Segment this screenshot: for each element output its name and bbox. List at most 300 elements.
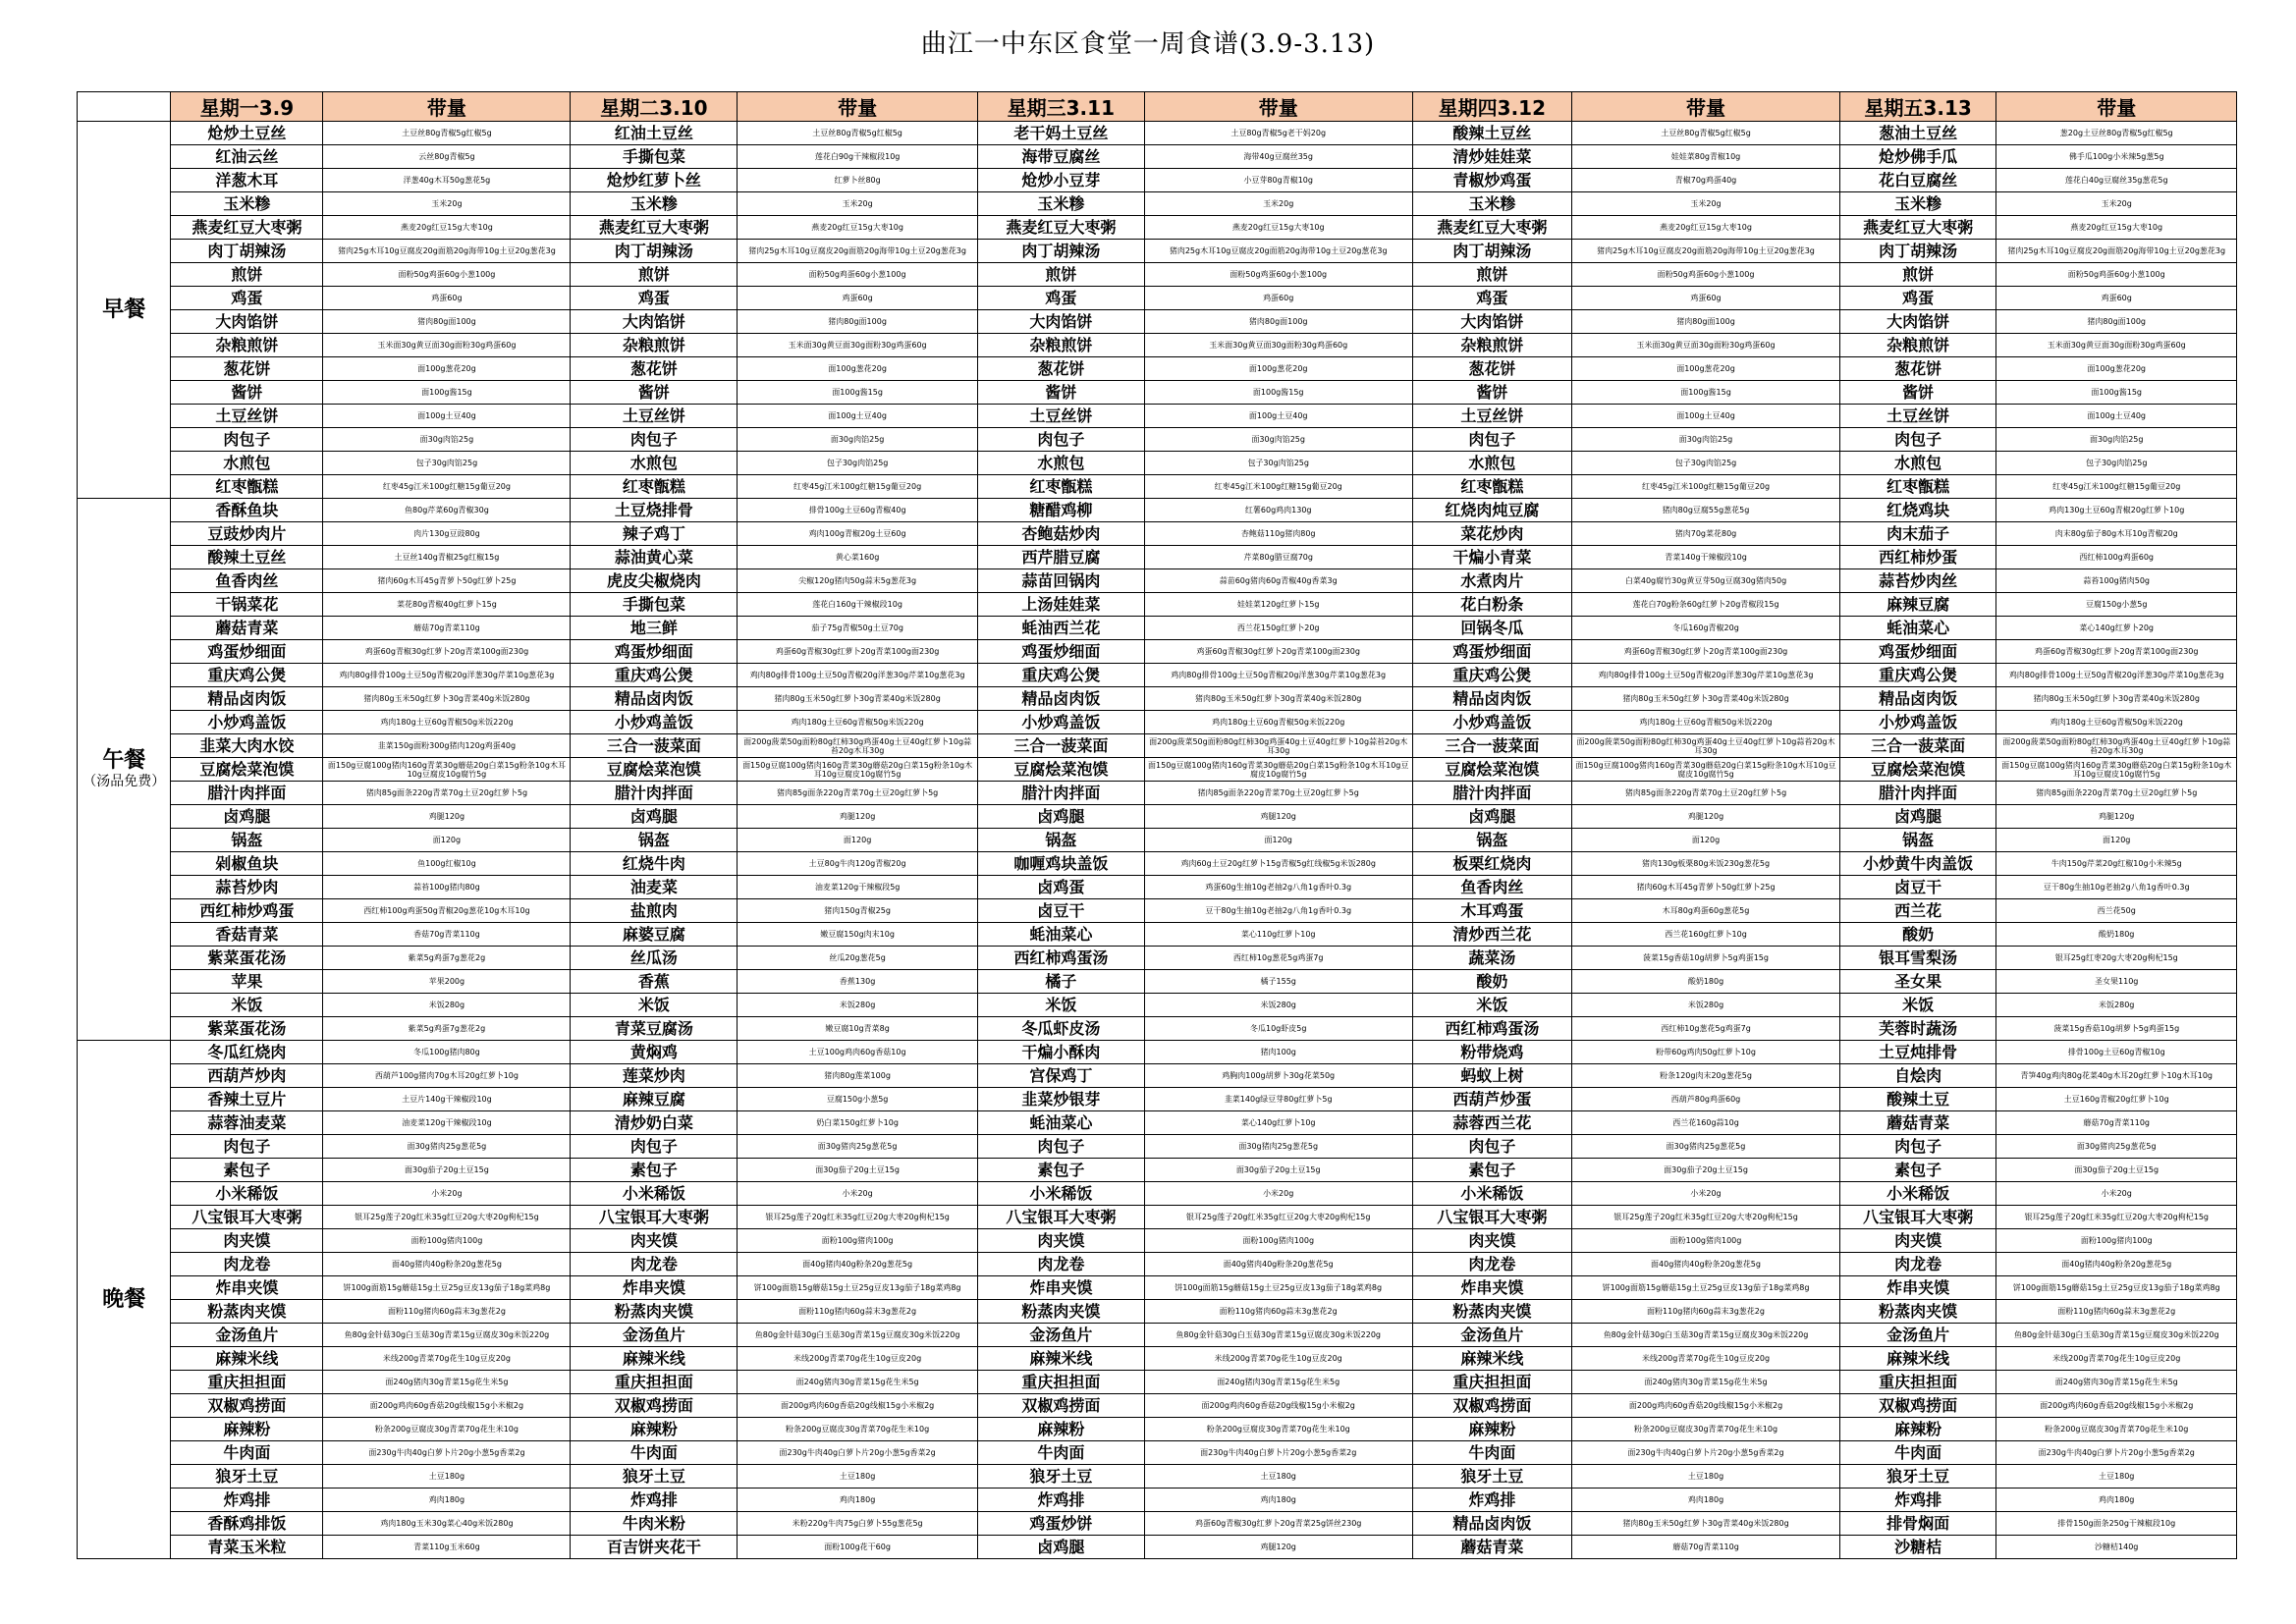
portion-amount: 面30g肉馅25g	[323, 428, 571, 452]
dish-name: 鸡蛋炒细面	[1839, 640, 1996, 664]
dish-name: 西芹腊豆腐	[977, 546, 1144, 569]
portion-amount: 小豆芽80g青椒10g	[1144, 169, 1412, 192]
dish-name: 大肉馅饼	[977, 310, 1144, 334]
portion-amount: 黄心菜160g	[738, 546, 977, 569]
dish-name: 小炒鸡盖饭	[171, 711, 323, 734]
portion-amount: 米饭280g	[738, 994, 977, 1017]
portion-amount: 面30g肉馅25g	[1996, 428, 2237, 452]
dish-name: 大肉馅饼	[1839, 310, 1996, 334]
dish-name: 韭菜炒银芽	[977, 1088, 1144, 1111]
dish-name: 水煎包	[1839, 452, 1996, 475]
portion-amount: 银耳25g莲子20g红米35g红豆20g大枣20g枸杞15g	[738, 1206, 977, 1229]
dish-name: 重庆鸡公煲	[1412, 664, 1572, 687]
portion-header: 带量	[738, 92, 977, 122]
portion-amount: 面120g	[323, 829, 571, 852]
menu-row	[78, 569, 2237, 593]
portion-amount: 面30g肉馅25g	[1572, 428, 1840, 452]
dish-name: 麻辣米线	[171, 1347, 323, 1371]
dish-name: 麻辣豆腐	[571, 1088, 738, 1111]
menu-row	[78, 970, 2237, 994]
portion-amount: 面30g猪肉25g葱花5g	[1996, 1135, 2237, 1159]
portion-amount: 猪肉150g青椒25g	[738, 899, 977, 923]
portion-amount: 面240g猪肉30g青菜15g花生米5g	[738, 1371, 977, 1394]
dish-name: 宫保鸡丁	[977, 1064, 1144, 1088]
portion-amount: 面40g猪肉40g粉条20g葱花5g	[1144, 1253, 1412, 1276]
portion-amount: 韭菜140g绿豆芽80g红萝卜5g	[1144, 1088, 1412, 1111]
portion-amount: 面150g豆腐100g猪肉160g青菜30g蘑菇20g白菜15g粉条10g木耳10g豆腐皮10g腐竹5g	[1572, 758, 1840, 782]
dish-name: 肉包子	[1412, 428, 1572, 452]
dish-name: 重庆鸡公煲	[571, 664, 738, 687]
dish-name: 杂粮煎饼	[1839, 334, 1996, 357]
portion-amount: 面30g茄子20g土豆15g	[1996, 1159, 2237, 1182]
dish-name: 盐煎肉	[571, 899, 738, 923]
portion-amount: 面230g牛肉40g白萝卜片20g小葱5g香菜2g	[323, 1441, 571, 1465]
portion-amount: 莲花白160g干辣椒段10g	[738, 593, 977, 617]
dish-name: 炸鸡排	[1839, 1489, 1996, 1512]
portion-amount: 豆干80g生抽10g老抽2g八角1g香叶0.3g	[1144, 899, 1412, 923]
dish-name: 酸辣土豆	[1839, 1088, 1996, 1111]
dish-name: 腊汁肉拌面	[1839, 782, 1996, 805]
dish-name: 重庆鸡公煲	[1839, 664, 1996, 687]
portion-amount: 面粉110g猪肉60g蒜末3g葱花2g	[1996, 1300, 2237, 1324]
portion-amount: 米线200g青菜70g花生10g豆皮20g	[1144, 1347, 1412, 1371]
portion-amount: 菜心140g红萝卜20g	[1996, 617, 2237, 640]
portion-amount: 猪肉25g木耳10g豆腐皮20g面筋20g海带10g土豆20g葱花3g	[1144, 240, 1412, 263]
dish-name: 肉包子	[171, 428, 323, 452]
dish-name: 狼牙土豆	[1412, 1465, 1572, 1489]
portion-amount: 青菜110g玉米60g	[323, 1536, 571, 1559]
portion-amount: 面200g鸡肉60g香菇20g线椒15g小米椒2g	[738, 1394, 977, 1418]
portion-amount: 面100g葱花20g	[738, 357, 977, 381]
menu-row	[78, 687, 2237, 711]
dish-name: 西兰花	[1839, 899, 1996, 923]
dish-name: 八宝银耳大枣粥	[1412, 1206, 1572, 1229]
portion-amount: 鸡肉180g	[1572, 1489, 1840, 1512]
dish-name: 燕麦红豆大枣粥	[571, 216, 738, 240]
portion-amount: 冬瓜160g青椒20g	[1572, 617, 1840, 640]
dish-name: 香蕉	[571, 970, 738, 994]
portion-amount: 油麦菜120g干辣椒段10g	[323, 1111, 571, 1135]
portion-amount: 面30g猪肉25g葱花5g	[738, 1135, 977, 1159]
dish-name: 土豆丝饼	[171, 405, 323, 428]
portion-amount: 面230g牛肉40g白萝卜片20g小葱5g香菜2g	[1996, 1441, 2237, 1465]
portion-header: 带量	[1144, 92, 1412, 122]
portion-amount: 猪肉80g玉米50g红萝卜30g青菜40g米饭280g	[1996, 687, 2237, 711]
menu-row	[78, 829, 2237, 852]
dish-name: 八宝银耳大枣粥	[571, 1206, 738, 1229]
portion-amount: 蘑菇70g青菜110g	[323, 617, 571, 640]
dish-name: 肉包子	[1839, 1135, 1996, 1159]
dish-name: 锅盔	[171, 829, 323, 852]
portion-amount: 面30g猪肉25g葱花5g	[323, 1135, 571, 1159]
dish-name: 酸奶	[1412, 970, 1572, 994]
portion-amount: 酸奶180g	[1572, 970, 1840, 994]
dish-name: 金汤鱼片	[571, 1324, 738, 1347]
dish-name: 冬瓜虾皮汤	[977, 1017, 1144, 1041]
dish-name: 红油土豆丝	[571, 122, 738, 145]
portion-amount: 玉米面30g黄豆面30g面粉30g鸡蛋60g	[1996, 334, 2237, 357]
dish-name: 麻婆豆腐	[571, 923, 738, 947]
dish-name: 手撕包菜	[571, 145, 738, 169]
dish-name: 肉龙卷	[571, 1253, 738, 1276]
dish-name: 鸡蛋炒细面	[1412, 640, 1572, 664]
portion-amount: 鸡蛋60g青椒30g红萝卜20g青菜100g面230g	[738, 640, 977, 664]
portion-amount: 莲花白70g粉条60g红萝卜20g青椒段15g	[1572, 593, 1840, 617]
portion-amount: 冬瓜100g猪肉80g	[323, 1041, 571, 1064]
dish-name: 煎饼	[977, 263, 1144, 287]
dish-name: 水煮肉片	[1412, 569, 1572, 593]
dish-name: 米饭	[977, 994, 1144, 1017]
dish-name: 素包子	[1412, 1159, 1572, 1182]
dish-name: 蒜苔炒肉丝	[1839, 569, 1996, 593]
portion-amount: 菜花80g青椒40g红萝卜15g	[323, 593, 571, 617]
portion-header: 带量	[1996, 92, 2237, 122]
portion-amount: 燕麦20g红豆15g大枣10g	[323, 216, 571, 240]
dish-name: 煎饼	[171, 263, 323, 287]
dish-name: 酱饼	[1839, 381, 1996, 405]
dish-name: 粉带烧鸡	[1412, 1041, 1572, 1064]
dish-name: 肉末茄子	[1839, 522, 1996, 546]
dish-name: 鱼香肉丝	[171, 569, 323, 593]
dish-name: 鸡蛋炒饼	[977, 1512, 1144, 1536]
dish-name: 紫菜蛋花汤	[171, 947, 323, 970]
portion-amount: 猪肉25g木耳10g豆腐皮20g面筋20g海带10g土豆20g葱花3g	[1996, 240, 2237, 263]
dish-name: 红烧肉炖豆腐	[1412, 499, 1572, 522]
dish-name: 红枣甑糕	[571, 475, 738, 499]
menu-row	[78, 475, 2237, 499]
dish-name: 炝炒佛手瓜	[1839, 145, 1996, 169]
dish-name: 自烩肉	[1839, 1064, 1996, 1088]
portion-amount: 面30g肉馅25g	[738, 428, 977, 452]
dish-name: 鸡蛋	[1412, 287, 1572, 310]
dish-name: 水煎包	[1412, 452, 1572, 475]
dish-name: 煎饼	[1412, 263, 1572, 287]
portion-amount: 小米20g	[1572, 1182, 1840, 1206]
menu-row	[78, 1088, 2237, 1111]
dish-name: 肉丁胡辣汤	[977, 240, 1144, 263]
menu-row	[78, 1371, 2237, 1394]
portion-amount: 鸡腿120g	[1144, 1536, 1412, 1559]
menu-row	[78, 1324, 2237, 1347]
dish-name: 清炒娃娃菜	[1412, 145, 1572, 169]
dish-name: 青椒炒鸡蛋	[1412, 169, 1572, 192]
portion-amount: 鱼80g金针菇30g白玉菇30g青菜15g豆腐皮30g米饭220g	[1144, 1324, 1412, 1347]
portion-amount: 面30g肉馅25g	[1144, 428, 1412, 452]
portion-amount: 米饭280g	[1996, 994, 2237, 1017]
menu-row	[78, 357, 2237, 381]
dish-name: 豆腐烩菜泡馍	[977, 758, 1144, 782]
portion-amount: 猪肉80g豆腐55g葱花5g	[1572, 499, 1840, 522]
portion-amount: 米线200g青菜70g花生10g豆皮20g	[738, 1347, 977, 1371]
corner-cell	[78, 92, 171, 122]
dish-name: 苹果	[171, 970, 323, 994]
portion-amount: 白菜40g腐竹30g黄豆芽50g豆腐30g猪肉50g	[1572, 569, 1840, 593]
dish-name: 麻辣米线	[1839, 1347, 1996, 1371]
portion-amount: 包子30g肉馅25g	[1996, 452, 2237, 475]
dish-name: 玉米糁	[977, 192, 1144, 216]
portion-amount: 粉条200g豆腐皮30g青菜70g花生米10g	[1572, 1418, 1840, 1441]
portion-amount: 面粉50g鸡蛋60g小葱100g	[1144, 263, 1412, 287]
dish-name: 八宝银耳大枣粥	[171, 1206, 323, 1229]
portion-amount: 西兰花160g蒜10g	[1572, 1111, 1840, 1135]
portion-amount: 鸡肉180g	[738, 1489, 977, 1512]
dish-name: 油麦菜	[571, 876, 738, 899]
portion-amount: 面240g猪肉30g青菜15g花生米5g	[1572, 1371, 1840, 1394]
portion-amount: 青笋40g鸡肉80g花菜40g木耳20g红萝卜10g木耳10g	[1996, 1064, 2237, 1088]
portion-amount: 红枣45g江米100g红糖15g葡豆20g	[323, 475, 571, 499]
dish-name: 土豆丝饼	[977, 405, 1144, 428]
dish-name: 芙蓉时蔬汤	[1839, 1017, 1996, 1041]
dish-name: 红枣甑糕	[977, 475, 1144, 499]
portion-amount: 鸡蛋60g	[323, 287, 571, 310]
dish-name: 三合一菠菜面	[571, 734, 738, 758]
menu-row	[78, 1041, 2237, 1064]
portion-amount: 面40g猪肉40g粉条20g葱花5g	[1996, 1253, 2237, 1276]
dish-name: 上汤娃娃菜	[977, 593, 1144, 617]
menu-row	[78, 1489, 2237, 1512]
portion-amount: 沙糖桔140g	[1996, 1536, 2237, 1559]
portion-amount: 面200g菠菜50g面粉80g红柿30g鸡蛋40g土豆40g红萝卜10g蒜苔20g木耳30g	[1144, 734, 1412, 758]
portion-amount: 面100g酱15g	[738, 381, 977, 405]
portion-amount: 猪肉80g面100g	[323, 310, 571, 334]
dish-name: 鸡蛋炒细面	[171, 640, 323, 664]
dish-name: 青菜豆腐汤	[571, 1017, 738, 1041]
menu-row	[78, 640, 2237, 664]
portion-amount: 面120g	[738, 829, 977, 852]
menu-row	[78, 852, 2237, 876]
dish-name: 三合一菠菜面	[1412, 734, 1572, 758]
portion-amount: 猪肉85g面条220g青菜70g土豆20g红萝卜5g	[323, 782, 571, 805]
dish-name: 莲菜炒肉	[571, 1064, 738, 1088]
menu-row	[78, 240, 2237, 263]
meal-name: 晚餐	[102, 1286, 146, 1312]
portion-amount: 鸡肉80g排骨100g土豆50g青椒20g洋葱30g芹菜10g葱花3g	[1144, 664, 1412, 687]
dish-name: 葱花饼	[1839, 357, 1996, 381]
dish-name: 鸡蛋	[977, 287, 1144, 310]
portion-amount: 鸡肉180g土豆60g青椒50g米饭220g	[323, 711, 571, 734]
portion-amount: 面粉110g猪肉60g蒜末3g葱花2g	[738, 1300, 977, 1324]
dish-name: 排骨焖面	[1839, 1512, 1996, 1536]
portion-amount: 娃娃菜120g红萝卜15g	[1144, 593, 1412, 617]
dish-name: 圣女果	[1839, 970, 1996, 994]
portion-amount: 酸奶180g	[1996, 923, 2237, 947]
dish-name: 韭菜大肉水饺	[171, 734, 323, 758]
dish-name: 麻辣粉	[571, 1418, 738, 1441]
dish-name: 红烧牛肉	[571, 852, 738, 876]
dish-name: 虎皮尖椒烧肉	[571, 569, 738, 593]
dish-name: 牛肉面	[1412, 1441, 1572, 1465]
menu-row	[78, 1276, 2237, 1300]
menu-row	[78, 192, 2237, 216]
dish-name: 沙糖桔	[1839, 1536, 1996, 1559]
dish-name: 肉龙卷	[977, 1253, 1144, 1276]
dish-name: 肉夹馍	[977, 1229, 1144, 1253]
portion-amount: 面200g菠菜50g面粉80g红柿30g鸡蛋40g土豆40g红萝卜10g蒜苔20g木耳30g	[738, 734, 977, 758]
dish-name: 干煸小酥肉	[977, 1041, 1144, 1064]
dish-name: 水煎包	[171, 452, 323, 475]
dish-name: 西红柿鸡蛋汤	[1412, 1017, 1572, 1041]
portion-amount: 饼100g面筋15g蘑菇15g土豆25g豆皮13g茄子18g菜鸡8g	[738, 1276, 977, 1300]
dish-name: 麻辣粉	[171, 1418, 323, 1441]
portion-amount: 玉米20g	[738, 192, 977, 216]
dish-name: 香菇青菜	[171, 923, 323, 947]
portion-amount: 鸡蛋60g青椒30g红萝卜20g青菜100g面230g	[1572, 640, 1840, 664]
dish-name: 杂粮煎饼	[977, 334, 1144, 357]
dish-name: 三合一菠菜面	[977, 734, 1144, 758]
portion-amount: 面120g	[1144, 829, 1412, 852]
portion-amount: 面200g菠菜50g面粉80g红柿30g鸡蛋40g土豆40g红萝卜10g蒜苔20g木耳30g	[1572, 734, 1840, 758]
dish-name: 肉包子	[977, 428, 1144, 452]
portion-amount: 土豆180g	[738, 1465, 977, 1489]
portion-amount: 面100g酱15g	[323, 381, 571, 405]
portion-amount: 猪肉25g木耳10g豆腐皮20g面筋20g海带10g土豆20g葱花3g	[738, 240, 977, 263]
portion-amount: 土豆180g	[1144, 1465, 1412, 1489]
portion-amount: 玉米面30g黄豆面30g面粉30g鸡蛋60g	[1572, 334, 1840, 357]
portion-amount: 排骨100g土豆60g青椒10g	[1996, 1041, 2237, 1064]
portion-amount: 面30g茄子20g土豆15g	[1572, 1159, 1840, 1182]
portion-amount: 猪肉60g木耳45g青萝卜50g红萝卜25g	[1572, 876, 1840, 899]
day-header: 星期五3.13	[1839, 92, 1996, 122]
dish-name: 麻辣豆腐	[1839, 593, 1996, 617]
portion-amount: 鸡肉60g土豆20g红萝卜15g青椒5g红线椒5g米饭280g	[1144, 852, 1412, 876]
portion-amount: 银耳25g莲子20g红米35g红豆20g大枣20g枸杞15g	[323, 1206, 571, 1229]
dish-name: 冬瓜红烧肉	[171, 1041, 323, 1064]
portion-amount: 猪肉80g面100g	[1144, 310, 1412, 334]
portion-amount: 猪肉80g玉米50g红萝卜30g青菜40g米饭280g	[1144, 687, 1412, 711]
portion-amount: 西红柿10g葱花5g鸡蛋7g	[1144, 947, 1412, 970]
portion-amount: 鸡肉180g	[1996, 1489, 2237, 1512]
portion-amount: 西红柿100g鸡蛋60g	[1996, 546, 2237, 569]
dish-name: 小炒鸡盖饭	[977, 711, 1144, 734]
portion-amount: 豆腐150g小葱5g	[1996, 593, 2237, 617]
dish-name: 大肉馅饼	[1412, 310, 1572, 334]
dish-name: 牛肉面	[977, 1441, 1144, 1465]
dish-name: 蘑菇青菜	[1412, 1536, 1572, 1559]
portion-amount: 鸡蛋60g生抽10g老抽2g八角1g香叶0.3g	[1144, 876, 1412, 899]
portion-amount: 菠菜15g香菇10g胡萝卜5g鸡蛋15g	[1572, 947, 1840, 970]
portion-amount: 面粉110g猪肉60g蒜末3g葱花2g	[1572, 1300, 1840, 1324]
portion-amount: 面粉100g猪肉100g	[738, 1229, 977, 1253]
dish-name: 黄焖鸡	[571, 1041, 738, 1064]
dish-name: 木耳鸡蛋	[1412, 899, 1572, 923]
menu-row	[78, 1394, 2237, 1418]
portion-amount: 橘子155g	[1144, 970, 1412, 994]
dish-name: 素包子	[1839, 1159, 1996, 1182]
portion-amount: 鸡肉80g排骨100g土豆50g青椒20g洋葱30g芹菜10g葱花3g	[1572, 664, 1840, 687]
dish-name: 炝炒红萝卜丝	[571, 169, 738, 192]
menu-row	[78, 923, 2237, 947]
dish-name: 小米稀饭	[571, 1182, 738, 1206]
menu-row	[78, 1064, 2237, 1088]
menu-row	[78, 782, 2237, 805]
dish-name: 狼牙土豆	[171, 1465, 323, 1489]
dish-name: 煎饼	[1839, 263, 1996, 287]
dish-name: 卤鸡腿	[977, 805, 1144, 829]
portion-amount: 猪肉80g莲菜100g	[738, 1064, 977, 1088]
meal-name: 午餐	[102, 747, 146, 773]
portion-amount: 鸡蛋60g	[1144, 287, 1412, 310]
dish-name: 小米稀饭	[977, 1182, 1144, 1206]
portion-amount: 豆干80g生抽10g老抽2g八角1g香叶0.3g	[1996, 876, 2237, 899]
portion-amount: 鸡肉180g土豆60g青椒50g米饭220g	[1144, 711, 1412, 734]
dish-name: 蘑菇青菜	[1839, 1111, 1996, 1135]
portion-amount: 面粉50g鸡蛋60g小葱100g	[1572, 263, 1840, 287]
portion-amount: 米线200g青菜70g花生10g豆皮20g	[1572, 1347, 1840, 1371]
dish-name: 粉蒸肉夹馍	[977, 1300, 1144, 1324]
dish-name: 牛肉面	[1839, 1441, 1996, 1465]
portion-amount: 小米20g	[323, 1182, 571, 1206]
dish-name: 杂粮煎饼	[171, 334, 323, 357]
dish-name: 鸡蛋	[1839, 287, 1996, 310]
portion-amount: 米饭280g	[323, 994, 571, 1017]
dish-name: 锅盔	[1839, 829, 1996, 852]
portion-amount: 猪肉85g面条220g青菜70g土豆20g红萝卜5g	[1144, 782, 1412, 805]
portion-amount: 面150g豆腐100g猪肉160g青菜30g蘑菇20g白菜15g粉条10g木耳10g豆腐皮10g腐竹5g	[323, 758, 571, 782]
portion-amount: 面粉110g猪肉60g蒜末3g葱花2g	[1144, 1300, 1412, 1324]
menu-row	[78, 805, 2237, 829]
portion-amount: 面100g葱花20g	[1572, 357, 1840, 381]
menu-row	[78, 1135, 2237, 1159]
portion-amount: 鸡蛋60g青椒30g红萝卜20g青菜100g面230g	[1144, 640, 1412, 664]
menu-row	[78, 617, 2237, 640]
portion-amount: 鸡肉80g排骨100g土豆50g青椒20g洋葱30g芹菜10g葱花3g	[738, 664, 977, 687]
dish-name: 双椒鸡捞面	[171, 1394, 323, 1418]
dish-name: 肉丁胡辣汤	[171, 240, 323, 263]
portion-amount: 面粉100g猪肉100g	[323, 1229, 571, 1253]
menu-row	[78, 1300, 2237, 1324]
dish-name: 精品卤肉饭	[1412, 1512, 1572, 1536]
dish-name: 土豆丝饼	[1839, 405, 1996, 428]
dish-name: 地三鲜	[571, 617, 738, 640]
dish-name: 西葫芦炒蛋	[1412, 1088, 1572, 1111]
dish-name: 肉夹馍	[1839, 1229, 1996, 1253]
portion-amount: 苹果200g	[323, 970, 571, 994]
portion-amount: 猪肉80g玉米50g红萝卜30g青菜40g米饭280g	[738, 687, 977, 711]
portion-amount: 木耳80g鸡蛋60g葱花5g	[1572, 899, 1840, 923]
dish-name: 鸡蛋炒细面	[571, 640, 738, 664]
dish-name: 金汤鱼片	[977, 1324, 1144, 1347]
dish-name: 炸串夹馍	[171, 1276, 323, 1300]
portion-amount: 土豆100g鸡肉60g香菇10g	[738, 1041, 977, 1064]
menu-row	[78, 758, 2237, 782]
dish-name: 蒜蓉油麦菜	[171, 1111, 323, 1135]
portion-amount: 紫菜5g鸡蛋7g葱花2g	[323, 947, 571, 970]
portion-amount: 冬瓜10g虾皮5g	[1144, 1017, 1412, 1041]
dish-name: 狼牙土豆	[571, 1465, 738, 1489]
dish-name: 麻辣粉	[1412, 1418, 1572, 1441]
dish-name: 蚝油菜心	[1839, 617, 1996, 640]
portion-amount: 燕麦20g红豆15g大枣10g	[1996, 216, 2237, 240]
page-title: 曲江一中东区食堂一周食谱(3.9-3.13)	[920, 29, 1376, 59]
portion-amount: 鱼100g红椒10g	[323, 852, 571, 876]
portion-amount: 蒜苗60g猪肉60g青椒40g香菜3g	[1144, 569, 1412, 593]
menu-row	[78, 1418, 2237, 1441]
header-row	[78, 92, 2237, 122]
meal-label	[78, 499, 171, 1041]
portion-amount: 西葫芦100g猪肉70g木耳20g红萝卜10g	[323, 1064, 571, 1088]
portion-amount: 猪肉80g玉米50g红萝卜30g青菜40g米饭280g	[1572, 687, 1840, 711]
dish-name: 重庆担担面	[1839, 1371, 1996, 1394]
dish-name: 丝瓜汤	[571, 947, 738, 970]
dish-name: 卤鸡腿	[171, 805, 323, 829]
portion-amount: 玉米20g	[1572, 192, 1840, 216]
portion-amount: 土豆160g青椒20g红萝卜10g	[1996, 1088, 2237, 1111]
dish-name: 小米稀饭	[1839, 1182, 1996, 1206]
portion-amount: 猪肉80g面100g	[1996, 310, 2237, 334]
portion-amount: 饼100g面筋15g蘑菇15g土豆25g豆皮13g茄子18g菜鸡8g	[1996, 1276, 2237, 1300]
dish-name: 卤鸡蛋	[977, 876, 1144, 899]
dish-name: 红油云丝	[171, 145, 323, 169]
